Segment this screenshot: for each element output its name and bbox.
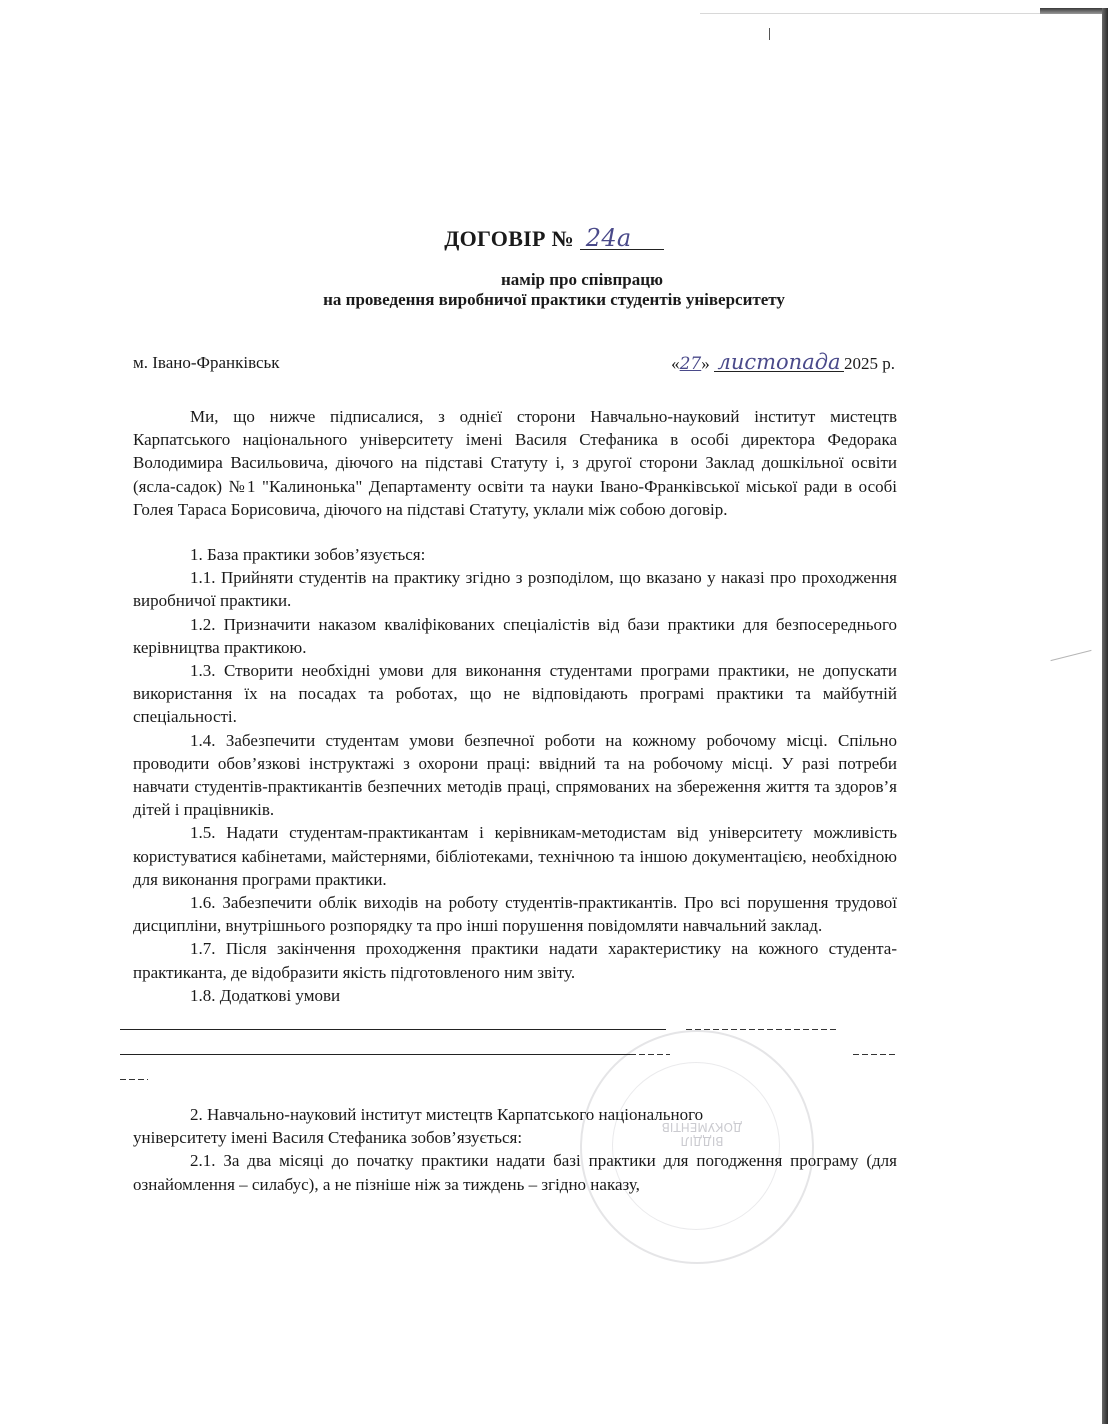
preamble: Ми, що нижче підписалися, з однієї сторони Навчально-науковий інститут мистецтв Карпатського національного університету імені Василя Стефаника в особі директора Федорака Володимира Васильовича, діючого на підставі Статуту і, з другої сторони Заклад дошкільної освіти (ясла-садок) №1 "Калинонька" Департаменту освіти та науки Івано-Франківської міської ради в особі Голея Тараса Борисовича, діючого на підставі Статуту, уклали між собою договір. xyxy=(133,407,897,519)
clause-1-3: 1.3. Створити необхідні умови для виконання студентами програми практики, не допускати використання їх на посадах та роботах, що не відповідають програмі практики та майбутній спеціальності. xyxy=(133,661,897,727)
date-month-handwritten: листопада xyxy=(714,353,844,372)
clause-1-1: 1.1. Прийняти студентів на практику згідно з розподілом, що вказано у наказі про проходження виробничої практики. xyxy=(133,568,897,611)
blank-line-2-end xyxy=(853,1054,897,1055)
section1-heading: 1. База практики зобов’язується: xyxy=(190,545,426,565)
blank-line-1-dashed xyxy=(686,1029,838,1030)
section2-heading-line1: 2. Навчально-науковий інститут мистецтв Карпатського національного xyxy=(190,1105,704,1125)
scan-top-corner xyxy=(1040,8,1102,14)
blank-line-2-dashed xyxy=(630,1054,670,1055)
title-prefix: ДОГОВІР № xyxy=(444,226,574,251)
scan-top-line xyxy=(700,13,1040,14)
contract-number-handwritten: 24а xyxy=(580,227,664,250)
document-subtitle-line1: намір про співпрацю xyxy=(500,270,664,289)
additional-conditions-blank-lines xyxy=(133,1007,897,1103)
contract-date xyxy=(671,350,895,374)
clause-1-8: 1.8. Додаткові умови xyxy=(190,985,341,1005)
scan-tick-mark xyxy=(769,28,770,40)
section2-heading-line2: університету імені Василя Стефаника зобов’язується: xyxy=(133,1128,523,1148)
date-close-quote: » xyxy=(701,354,710,373)
clause-1-7: 1.7. Після закінчення проходження практики надати характеристику на кожного студента-практиканта, де відобразити якість підготовленого ним звіту. xyxy=(133,939,897,982)
document-title xyxy=(0,226,1108,252)
clause-1-5: 1.5. Надати студентам-практикантам і керівникам-методистам від університету можливість користуватися кабінетами, майстернями, бібліотеками, технічною та іншою документацією, необхідною для виконання програми практики. xyxy=(133,823,897,889)
clause-1-4: 1.4. Забезпечити студентам умови безпечної роботи на кожному робочому місці. Спільно проводити обов’язкові інструктажі з охорони праці: ввідний та на робочому місці. У разі потреби навчати студентів-практикантів безпечних методів праці, спрямованих на збереження життя та здоров’я дітей і працівників. xyxy=(133,730,897,820)
date-day-handwritten: 27 xyxy=(679,354,702,374)
city: м. Івано-Франківськ xyxy=(133,353,280,372)
document-subtitle-line2: на проведення виробничої практики студентів університету xyxy=(323,290,785,309)
document-body xyxy=(133,405,897,1196)
blank-line-2 xyxy=(120,1054,630,1055)
clause-2-1: 2.1. За два місяці до початку практики надати базі практики для погодження програму (для ознайомлення – силабус), а не пізніше ніж за тиждень – згідно наказу, xyxy=(133,1151,897,1194)
date-open-quote: « xyxy=(671,354,680,373)
stamp-text: ВІДДІЛ ДОКУМЕНТІВ xyxy=(661,1120,743,1148)
clause-1-2: 1.2. Призначити наказом кваліфікованих спеціалістів від бази практики для безпосереднього керівництва практикою. xyxy=(133,614,897,657)
clause-1-6: 1.6. Забезпечити облік виходів на роботу студентів-практикантів. Про всі порушення трудової дисципліни, внутрішнього розпорядку та про інші порушення повідомляти навчальний заклад. xyxy=(133,893,897,936)
blank-line-3-start xyxy=(120,1079,148,1080)
blank-line-1 xyxy=(120,1029,666,1030)
scan-margin-mark xyxy=(1051,650,1092,661)
date-year: 2025 р. xyxy=(844,354,895,373)
scan-right-edge xyxy=(1102,8,1108,1424)
